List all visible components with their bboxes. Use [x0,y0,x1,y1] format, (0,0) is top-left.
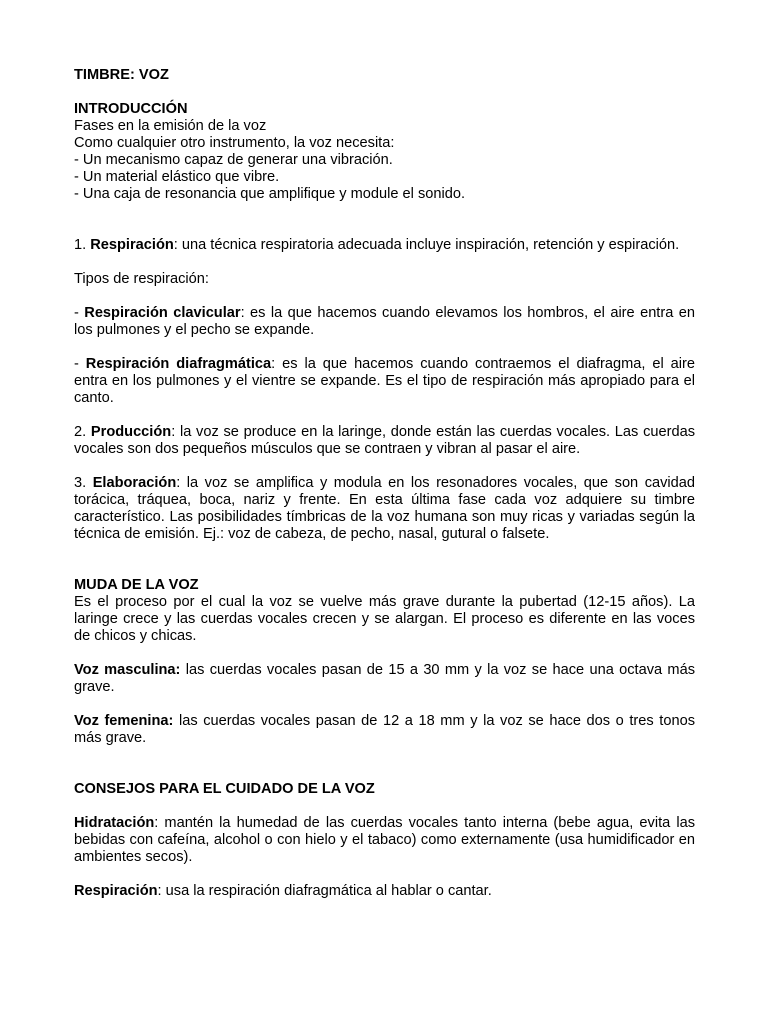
intro-line: Fases en la emisión de la voz [74,118,267,134]
muda-heading: MUDA DE LA VOZ [74,577,199,593]
paragraph-produccion: 2. Producción: la voz se produce en la laringe, donde están las cuerdas vocales. Las cuerdas vocales son dos pequeños músculos que se contraen y vibran al pasar el aire. [74,424,695,457]
paragraph-voz-masculina: Voz masculina: las cuerdas vocales pasan de 15 a 30 mm y la voz se hace una octava más grave. [74,662,696,695]
document-body [74,67,695,900]
consejos-heading: CONSEJOS PARA EL CUIDADO DE LA VOZ [74,781,375,797]
intro-line: - Una caja de resonancia que amplifique y module el sonido. [74,186,466,202]
paragraph-respiracion: 1. Respiración: una técnica respiratoria adecuada incluye inspiración, retención y espiración. [74,237,680,253]
intro-line: - Un material elástico que vibre. [74,169,280,185]
paragraph-muda: Es el proceso por el cual la voz se vuelve más grave durante la pubertad (12-15 años). La laringe crece y las cuerdas vocales crecen y se alargan. El proceso es diferente en las voces de chicos y chicas. [74,594,695,644]
tipos-respiracion-label: Tipos de respiración: [74,271,209,287]
paragraph-respiracion-consejo: Respiración: usa la respiración diafragmática al hablar o cantar. [74,883,492,899]
paragraph-respiracion-clavicular: - Respiración clavicular: es la que hacemos cuando elevamos los hombros, el aire entra en los pulmones y el pecho se expande. [74,305,695,338]
intro-heading: INTRODUCCIÓN [74,101,188,117]
intro-line: Como cualquier otro instrumento, la voz necesita: [74,135,395,151]
paragraph-respiracion-diafragmatica: - Respiración diafragmática: es la que hacemos cuando contraemos el diafragma, el aire entra en los pulmones y el vientre se expande. Es el tipo de respiración más apropiado para el canto. [74,356,695,406]
intro-line: - Un mecanismo capaz de generar una vibración. [74,152,393,168]
paragraph-voz-femenina: Voz femenina: las cuerdas vocales pasan de 12 a 18 mm y la voz se hace dos o tres tonos más grave. [74,713,695,746]
paragraph-hidratacion: Hidratación: mantén la humedad de las cuerdas vocales tanto interna (bebe agua, evita las bebidas con cafeína, alcohol o con hielo y el tabaco) como externamente (usa humidificador en ambientes secos). [74,815,695,865]
paragraph-elaboracion: 3. Elaboración: la voz se amplifica y modula en los resonadores vocales, que son cavidad torácica, tráquea, boca, nariz y frente. En esta última fase cada voz adquiere su timbre característico. Las posibilidades tímbricas de la voz humana son muy ricas y variadas según la técnica de emisión. Ej.: voz de cabeza, de pecho, nasal, gutural o falsete. [74,475,695,542]
document-title: TIMBRE: VOZ [74,67,169,83]
